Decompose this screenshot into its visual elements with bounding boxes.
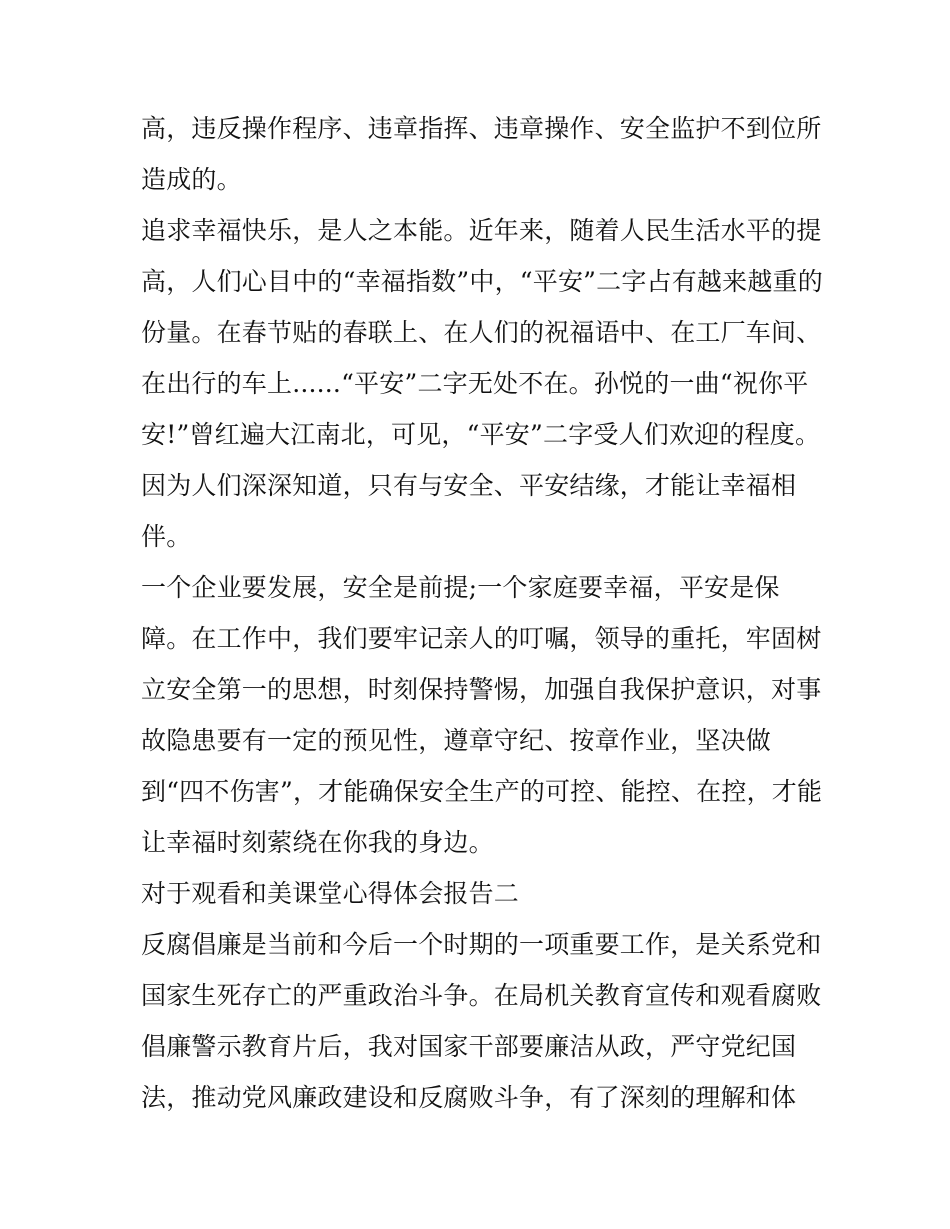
text-line: 因为人们深深知道，只有与安全、平安结缘，才能让幸福相: [141, 471, 797, 500]
text-line: 在出行的车上......“平安”二字无处不在。孙悦的一曲“祝你平: [141, 369, 809, 398]
text-line: 追求幸福快乐，是人之本能。近年来，随着人民生活水平的提: [141, 216, 822, 245]
text-line: 国家生死存亡的严重政治斗争。在局机关教育宣传和观看腐败: [141, 981, 822, 1010]
text-line: 造成的。: [141, 165, 242, 194]
text-line: 安!”曾红遍大江南北，可见，“平安”二字受人们欢迎的程度。: [141, 420, 821, 449]
body-text: [141, 103, 821, 1123]
text-line: 高，人们心目中的“幸福指数”中，“平安”二字占有越来越重的: [141, 267, 823, 296]
text-line: 倡廉警示教育片后，我对国家干部要廉洁从政，严守党纪国: [141, 1032, 797, 1061]
text-line: 伴。: [141, 522, 192, 551]
text-line: 一个企业要发展，安全是前提;一个家庭要幸福，平安是保: [141, 573, 780, 602]
text-line: 反腐倡廉是当前和今后一个时期的一项重要工作，是关系党和: [141, 930, 822, 959]
text-line: 到“四不伤害”，才能确保安全生产的可控、能控、在控，才能: [141, 777, 823, 806]
section-heading: 对于观看和美课堂心得体会报告二: [141, 879, 520, 908]
text-line: 让幸福时刻萦绕在你我的身边。: [141, 828, 494, 857]
text-line: 份量。在春节贴的春联上、在人们的祝福语中、在工厂车间、: [141, 318, 822, 347]
text-line: 法，推动党风廉政建设和反腐败斗争，有了深刻的理解和体: [141, 1083, 797, 1112]
text-line: 高，违反操作程序、违章指挥、违章操作、安全监护不到位所: [141, 114, 822, 143]
text-line: 障。在工作中，我们要牢记亲人的叮嘱，领导的重托，牢固树: [141, 624, 822, 653]
text-line: 故隐患要有一定的预见性，遵章守纪、按章作业，坚决做: [141, 726, 772, 755]
text-line: 立安全第一的思想，时刻保持警惕，加强自我保护意识，对事: [141, 675, 822, 704]
